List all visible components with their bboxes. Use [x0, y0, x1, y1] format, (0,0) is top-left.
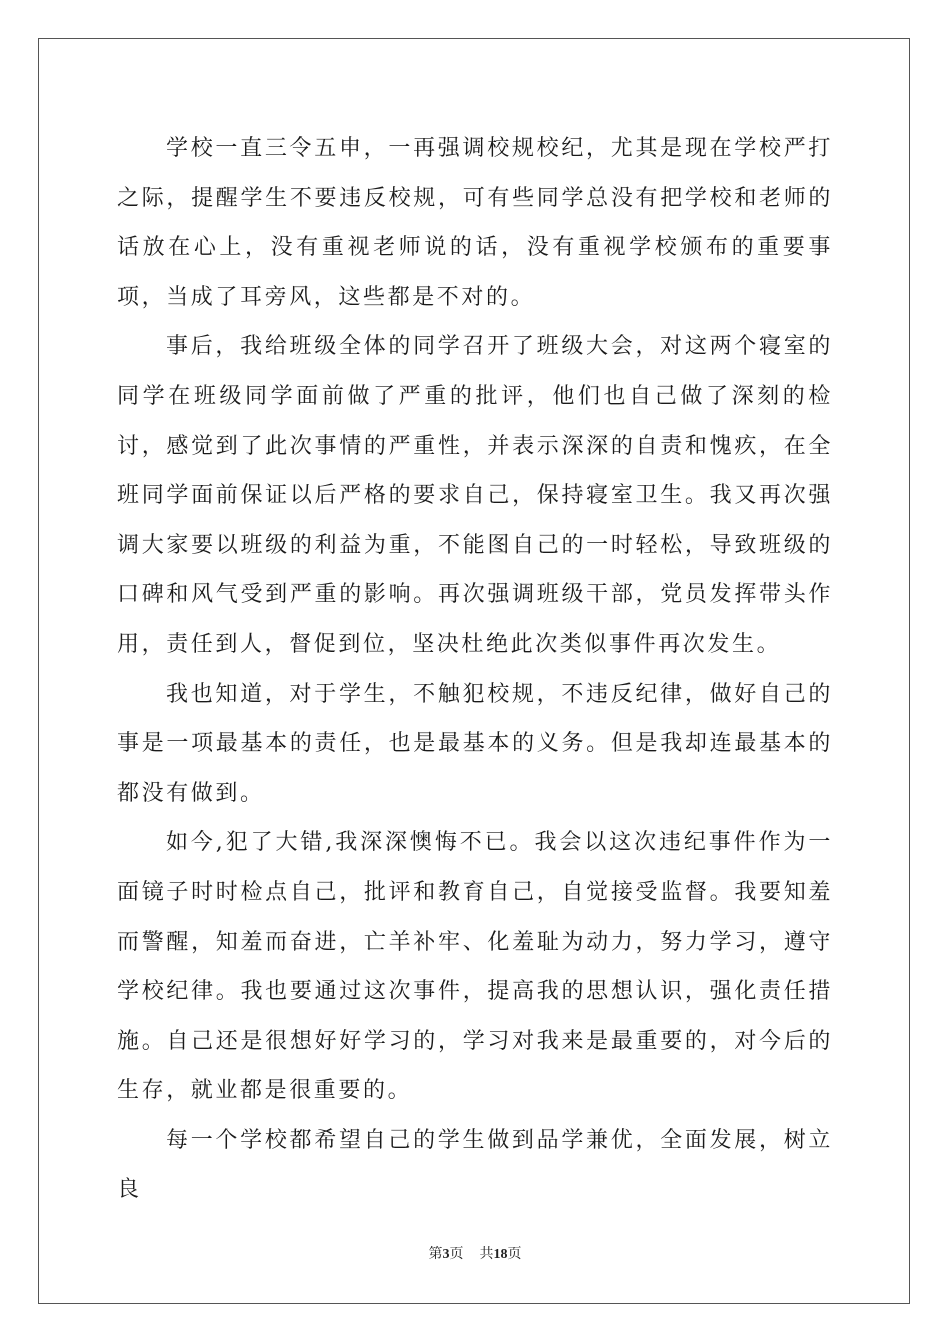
- page-footer: [0, 1243, 950, 1263]
- paragraph-1: 学校一直三令五申，一再强调校规校纪，尤其是现在学校严打之际，提醒学生不要违反校规，可有些同学总没有把学校和老师的话放在心上，没有重视老师说的话，没有重视学校颁布的重要事项，当成了耳旁风，这些都是不对的。: [117, 136, 833, 310]
- paragraph-4: 如今,犯了大错,我深深懊悔不已。我会以这次违纪事件作为一面镜子时时检点自己，批评和教育自己，自觉接受监督。我要知羞而警醒，知羞而奋进，亡羊补牢、化羞耻为动力，努力学习，遵守学校纪律。我也要通过这次事件，提高我的思想认识，强化责任措施。自己还是很想好好学习的，学习对我来是最重要的，对今后的生存，就业都是很重要的。: [117, 830, 833, 1104]
- paragraph-3: 我也知道，对于学生，不触犯校规，不违反纪律，做好自己的事是一项最基本的责任，也是最基本的义务。但是我却连最基本的都没有做到。: [117, 681, 833, 806]
- total-prefix: 共: [479, 1247, 494, 1262]
- page-number: 3: [442, 1247, 450, 1262]
- paragraph-2: 事后，我给班级全体的同学召开了班级大会，对这两个寝室的同学在班级同学面前做了严重的批评，他们也自己做了深刻的检讨，感觉到了此次事情的严重性，并表示深深的自责和愧疚，在全班同学面前保证以后严格的要求自己，保持寝室卫生。我又再次强调大家要以班级的利益为重，不能图自己的一时轻松，导致班级的口碑和风气受到严重的影响。再次强调班级干部，党员发挥带头作用，责任到人，督促到位，坚决杜绝此次类似事件再次发生。: [117, 334, 833, 657]
- paragraph-5: 每一个学校都希望自己的学生做到品学兼优，全面发展，树立良: [117, 1127, 833, 1203]
- document-body: [117, 124, 833, 1215]
- page-prefix: 第: [428, 1247, 443, 1262]
- page-suffix: 页: [449, 1247, 464, 1262]
- total-pages: 18: [493, 1247, 508, 1262]
- total-suffix: 页: [507, 1247, 522, 1262]
